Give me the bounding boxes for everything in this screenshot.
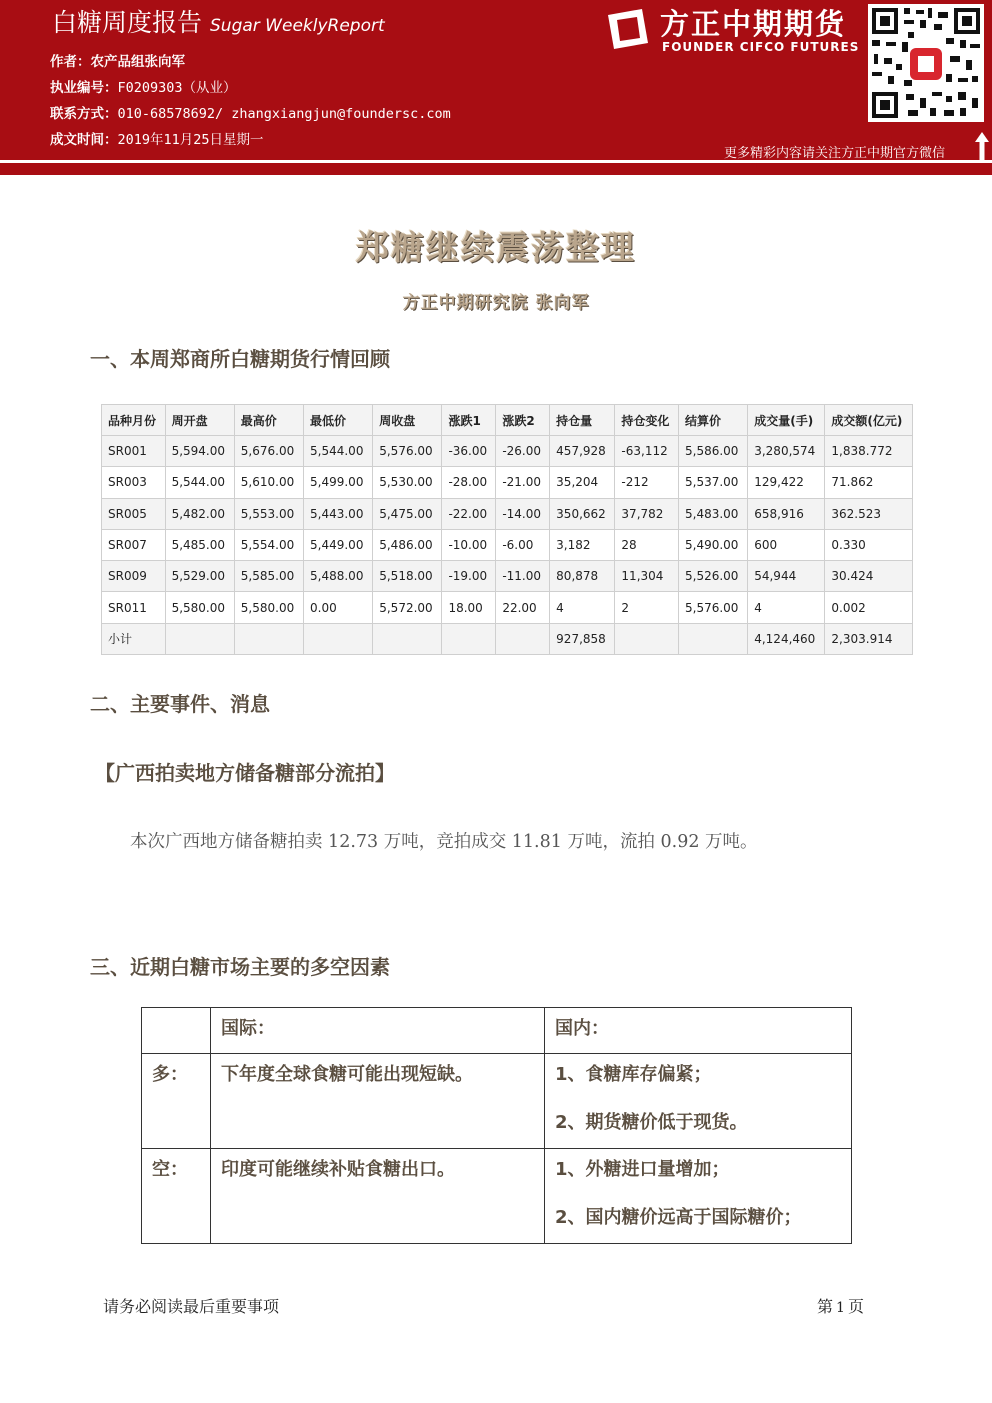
table-cell: 5,475.00 [373, 498, 442, 529]
table-row [102, 592, 913, 623]
table-cell: 5,490.00 [679, 529, 748, 560]
table-cell: 80,878 [550, 561, 615, 592]
table-header-row [102, 405, 913, 436]
table-cell: 5,580.00 [165, 592, 234, 623]
page-suffix: 页 [847, 1297, 864, 1316]
table-cell: -14.00 [496, 498, 550, 529]
table-cell: 小计 [102, 623, 166, 654]
bear-dom-item: 2、国内糖价远高于国际糖价； [555, 1207, 802, 1229]
table-cell: 11,304 [615, 561, 679, 592]
table-cell: -22.00 [442, 498, 496, 529]
table-cell: 0.00 [304, 592, 373, 623]
table-cell [304, 623, 373, 654]
table-cell: 5,537.00 [679, 467, 748, 498]
table-cell: 5,530.00 [373, 467, 442, 498]
table-cell: 5,572.00 [373, 592, 442, 623]
table-cell: -21.00 [496, 467, 550, 498]
col-header: 品种月份 [102, 405, 166, 436]
table-cell: 30.424 [825, 561, 913, 592]
table-cell: 5,488.00 [304, 561, 373, 592]
wechat-qr-code [868, 4, 984, 122]
col-header: 周开盘 [165, 405, 234, 436]
table-cell: 37,782 [615, 498, 679, 529]
col-header: 周收盘 [373, 405, 442, 436]
table-cell: 5,482.00 [165, 498, 234, 529]
table-cell: 0.002 [825, 592, 913, 623]
table-cell: 5,585.00 [234, 561, 303, 592]
page-number [817, 1294, 864, 1317]
table-cell: 5,544.00 [165, 467, 234, 498]
bull-intl: 下年度全球食糖可能出现短缺。 [211, 1054, 545, 1149]
page-num: 1 [836, 1300, 845, 1316]
brand-logo-icon [606, 7, 650, 51]
factor-header-row [142, 1008, 852, 1054]
table-cell: 350,662 [550, 498, 615, 529]
col-header: 成交额(亿元) [825, 405, 913, 436]
table-cell: SR001 [102, 436, 166, 467]
table-cell: 129,422 [748, 467, 825, 498]
license-label: 执业编号： [50, 80, 118, 96]
table-row [102, 561, 913, 592]
table-cell: 5,529.00 [165, 561, 234, 592]
table-cell: 5,580.00 [234, 592, 303, 623]
event-body: 本次广西地方储备糖拍卖 12.73 万吨，竞拍成交 11.81 万吨，流拍 0.92 万吨。 [130, 832, 758, 852]
table-cell [679, 623, 748, 654]
table-cell: 2,303.914 [825, 623, 913, 654]
report-title-cn: 白糖周度报告 [52, 8, 203, 37]
report-title-en: Sugar WeeklyReport [210, 16, 385, 36]
col-header: 持仓量 [550, 405, 615, 436]
bear-label: 空： [142, 1149, 211, 1244]
table-cell: 927,858 [550, 623, 615, 654]
table-cell: SR009 [102, 561, 166, 592]
table-cell: 5,486.00 [373, 529, 442, 560]
bull-dom-item: 1、食糖库存偏紧； [555, 1064, 712, 1086]
table-cell: 3,280,574 [748, 436, 825, 467]
table-cell: 4,124,460 [748, 623, 825, 654]
table-cell: 71.862 [825, 467, 913, 498]
table-cell: -11.00 [496, 561, 550, 592]
section-heading-factors: 三、近期白糖市场主要的多空因素 [90, 955, 390, 979]
table-cell: 3,182 [550, 529, 615, 560]
table-cell [496, 623, 550, 654]
table-cell: 28 [615, 529, 679, 560]
table-cell [442, 623, 496, 654]
date-line [50, 131, 264, 149]
table-cell: 658,916 [748, 498, 825, 529]
table-cell: 0.330 [825, 529, 913, 560]
bull-bear-factor-table [141, 1007, 852, 1244]
table-cell: 457,928 [550, 436, 615, 467]
table-cell: 600 [748, 529, 825, 560]
license-line [50, 79, 237, 97]
byline: 方正中期研究院 张向军 [402, 293, 590, 313]
table-cell: 2 [615, 592, 679, 623]
brand-name-cn: 方正中期期货 [660, 7, 847, 41]
bear-dom-item: 1、外糖进口量增加； [555, 1159, 730, 1181]
qr-code-icon [868, 4, 984, 122]
date-label: 成文时间： [50, 132, 118, 148]
table-cell: 5,483.00 [679, 498, 748, 529]
table-cell: 5,553.00 [234, 498, 303, 529]
table-cell: SR005 [102, 498, 166, 529]
bull-dom-item: 2、期货糖价低于现货。 [555, 1112, 748, 1134]
table-cell: 5,518.00 [373, 561, 442, 592]
arrow-up-icon [975, 132, 989, 162]
bull-label: 多： [142, 1054, 211, 1149]
col-header-intl: 国际： [211, 1008, 545, 1054]
table-cell: SR011 [102, 592, 166, 623]
table-cell: -63,112 [615, 436, 679, 467]
table-cell: 1,838.772 [825, 436, 913, 467]
report-title [52, 6, 385, 43]
table-cell: 4 [550, 592, 615, 623]
bear-intl: 印度可能继续补贴食糖出口。 [211, 1149, 545, 1244]
table-cell: -28.00 [442, 467, 496, 498]
table-cell: 362.523 [825, 498, 913, 529]
factor-corner-cell [142, 1008, 211, 1054]
table-cell: 5,594.00 [165, 436, 234, 467]
contact-value: 010-68578692/ zhangxiangjun@foundersc.com [117, 106, 451, 122]
col-header-dom: 国内： [545, 1008, 852, 1054]
license-value: F0209303（从业） [117, 80, 237, 96]
table-cell: -10.00 [442, 529, 496, 560]
table-cell: 5,554.00 [234, 529, 303, 560]
table-cell: 5,676.00 [234, 436, 303, 467]
table-cell [615, 623, 679, 654]
col-header: 最低价 [304, 405, 373, 436]
section-heading-market-review: 一、本周郑商所白糖期货行情回顾 [90, 347, 390, 371]
table-row [102, 623, 913, 654]
table-row [102, 467, 913, 498]
bear-dom [545, 1149, 852, 1244]
table-cell: 54,944 [748, 561, 825, 592]
footer-notice: 请务必阅读最后重要事项 [103, 1297, 280, 1316]
event-headline: 【广西拍卖地方储备糖部分流拍】 [95, 761, 395, 785]
bull-dom [545, 1054, 852, 1149]
factor-row-bull [142, 1054, 852, 1149]
table-cell: -26.00 [496, 436, 550, 467]
col-header: 持仓变化 [615, 405, 679, 436]
col-header: 最高价 [234, 405, 303, 436]
table-cell: 5,610.00 [234, 467, 303, 498]
date-value: 2019年11月25日星期一 [117, 132, 264, 148]
table-row [102, 436, 913, 467]
table-cell: -36.00 [442, 436, 496, 467]
table-cell: 18.00 [442, 592, 496, 623]
contact-line [50, 105, 451, 123]
page-title: 郑糖继续震荡整理 [356, 228, 636, 267]
contact-label: 联系方式： [50, 106, 118, 122]
brand-name-en: FOUNDER CIFCO FUTURES [662, 40, 860, 54]
col-header: 结算价 [679, 405, 748, 436]
table-cell: 5,576.00 [679, 592, 748, 623]
col-header: 涨跌2 [496, 405, 550, 436]
follow-wechat-text: 更多精彩内容请关注方正中期官方微信 [724, 146, 946, 161]
table-cell: -6.00 [496, 529, 550, 560]
table-cell: 4 [748, 592, 825, 623]
author-line [50, 53, 185, 71]
table-cell: 5,485.00 [165, 529, 234, 560]
table-row [102, 498, 913, 529]
col-header: 成交量(手) [748, 405, 825, 436]
table-cell [165, 623, 234, 654]
table-cell: SR007 [102, 529, 166, 560]
author-value: 农产品组张向军 [90, 54, 185, 70]
table-row [102, 529, 913, 560]
table-cell: 35,204 [550, 467, 615, 498]
table-cell [373, 623, 442, 654]
table-cell: 5,499.00 [304, 467, 373, 498]
table-cell: 5,576.00 [373, 436, 442, 467]
table-cell: -212 [615, 467, 679, 498]
futures-price-table [101, 404, 913, 655]
table-cell: 5,586.00 [679, 436, 748, 467]
table-cell: 5,526.00 [679, 561, 748, 592]
table-cell: SR003 [102, 467, 166, 498]
col-header: 涨跌1 [442, 405, 496, 436]
factor-row-bear [142, 1149, 852, 1244]
page-prefix: 第 [817, 1297, 834, 1316]
table-cell: 5,443.00 [304, 498, 373, 529]
author-label: 作者： [50, 54, 91, 70]
table-cell: 22.00 [496, 592, 550, 623]
table-cell: 5,544.00 [304, 436, 373, 467]
section-heading-events: 二、主要事件、消息 [90, 692, 270, 716]
table-cell: 5,449.00 [304, 529, 373, 560]
header-divider [0, 163, 992, 175]
table-cell [234, 623, 303, 654]
table-cell: -19.00 [442, 561, 496, 592]
